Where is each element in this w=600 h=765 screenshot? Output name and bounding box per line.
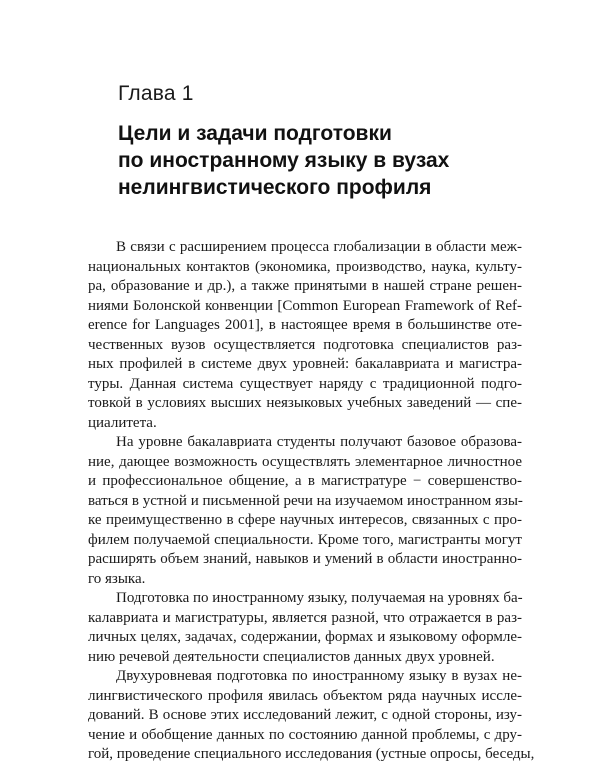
text-line: ниями Болонской конвенции [Common European Framework of Ref- [88, 297, 522, 314]
text-line: ке преимущественно в сфере научных интересов, связанных с про- [88, 512, 522, 528]
chapter-label: Глава 1 [118, 82, 194, 105]
text-line: личных целях, задачах, содержании, формах и языковому оформле- [88, 629, 522, 645]
text-line: чественных вузов осуществляется подготовка специалистов раз- [88, 336, 522, 353]
text-line: Двухуровневая подготовка по иностранному языку в вузах не- [116, 668, 522, 684]
body-text [88, 238, 535, 765]
text-line: гой, проведение специального исследования (устные опросы, беседы, [88, 746, 535, 762]
chapter-title-line: по иностранному языку в вузах [118, 149, 450, 172]
text-line: национальных контактов (экономика, производство, наука, культу- [88, 258, 522, 275]
text-line: ных профилей в системе двух уровней: бакалавриата и магистра- [88, 356, 522, 372]
paragraph [88, 238, 522, 433]
text-line: В связи с расширением процесса глобализации в области меж- [116, 239, 522, 255]
text-line: Подготовка по иностранному языку, получаемая на уровнях ба- [116, 590, 523, 606]
text-line: ра, образование и др.), а также принятыми в нашей стране решен- [88, 278, 522, 294]
text-line: erence for Languages 2001], в настоящее время в большинстве оте- [88, 317, 522, 333]
text-line: го языка. [88, 570, 146, 587]
text-line: чение и обобщение данных по состоянию данной проблемы, с дру- [88, 726, 522, 743]
paragraph [88, 589, 522, 667]
chapter-title-line: нелингвистического профиля [118, 176, 432, 199]
paragraph [88, 433, 522, 589]
text-line: циалитета. [88, 414, 157, 431]
chapter-title-line: Цели и задачи подготовки [118, 122, 392, 145]
text-line: и профессиональное общение, а в магистратуре − совершенство- [88, 473, 522, 489]
chapter-title [118, 120, 538, 201]
text-line: товкой в условиях высших неязыковых учебных заведений — спе- [88, 395, 522, 411]
text-line: дований. В основе этих исследований лежит, с одной стороны, изу- [88, 707, 522, 723]
text-line: ние, дающее возможность осуществлять элементарное личностное [88, 453, 522, 470]
text-line: туры. Данная система существует наряду с традиционной подго- [88, 375, 522, 392]
text-line: На уровне бакалавриата студенты получают базовое образова- [116, 434, 522, 450]
text-line: нию речевой деятельности специалистов данных двух уровней. [88, 648, 495, 665]
text-line: калавриата и магистратуры, является разной, что отражается в раз- [88, 609, 522, 626]
text-line: расширять объем знаний, навыков и умений в области иностранно- [88, 551, 522, 567]
text-line: ваться в устной и письменной речи на изучаемом иностранном язы- [88, 492, 523, 509]
text-line: лингвистического профиля явилась объектом ряда научных иссле- [88, 687, 522, 704]
text-line: филем получаемой специальности. Кроме того, магистранты могут [88, 531, 522, 548]
